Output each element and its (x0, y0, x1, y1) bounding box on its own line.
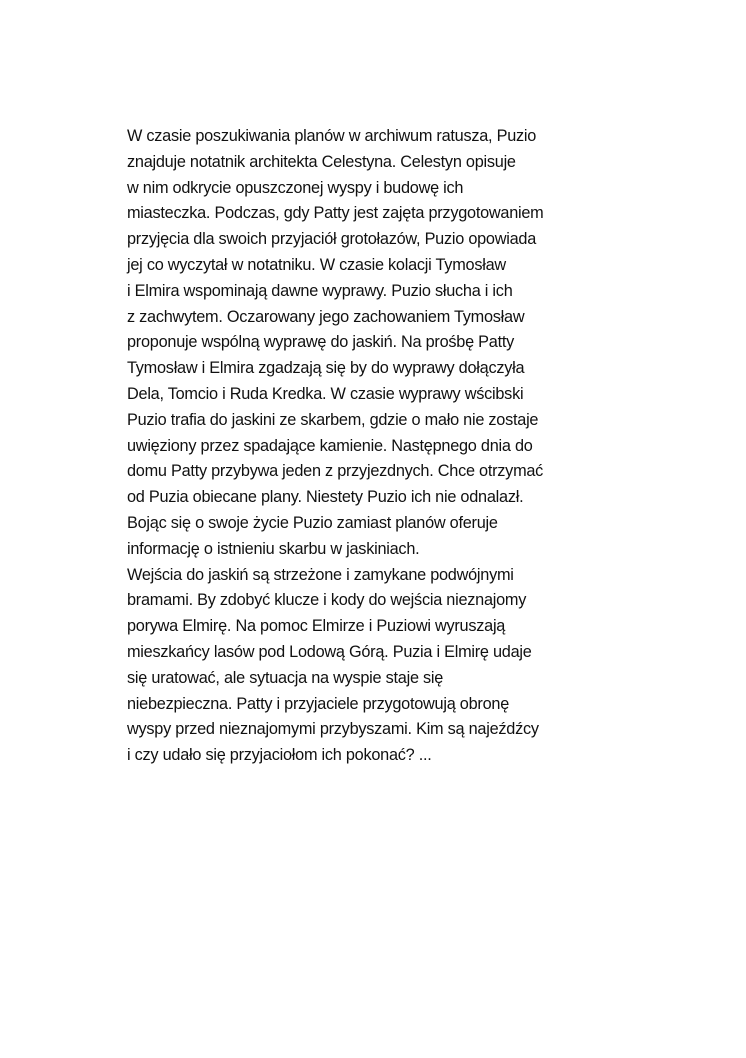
text-line: Wejścia do jaskiń są strzeżone i zamykane podwójnymi (127, 565, 514, 584)
text-line: domu Patty przybywa jeden z przyjezdnych. Chce otrzymać (127, 462, 544, 481)
text-line: wyspy przed nieznajomymi przybyszami. Kim są najeźdźcy (127, 720, 539, 739)
text-line: Bojąc się o swoje życie Puzio zamiast planów oferuje (127, 513, 498, 532)
text-line: miasteczka. Podczas, gdy Patty jest zajęta przygotowaniem (127, 204, 544, 223)
text-line: znajduje notatnik architekta Celestyna. Celestyn opisuje (127, 152, 516, 171)
text-line: niebezpieczna. Patty i przyjaciele przygotowują obronę (127, 694, 509, 713)
story-summary-text (127, 124, 627, 769)
text-line: się uratować, ale sytuacja na wyspie staje się (127, 668, 444, 687)
text-line: przyjęcia dla swoich przyjaciół grotołazów, Puzio opowiada (127, 230, 537, 249)
text-line: mieszkańcy lasów pod Lodową Górą. Puzia i Elmirę udaje (127, 642, 532, 661)
text-line: Puzio trafia do jaskini ze skarbem, gdzie o mało nie zostaje (127, 410, 539, 429)
text-line: z zachwytem. Oczarowany jego zachowaniem Tymosław (127, 307, 525, 326)
text-line: proponuje wspólną wyprawę do jaskiń. Na prośbę Patty (127, 333, 515, 352)
text-line: jej co wyczytał w notatniku. W czasie kolacji Tymosław (127, 255, 506, 274)
text-line: informację o istnieniu skarbu w jaskiniach. (127, 539, 420, 558)
text-line: W czasie poszukiwania planów w archiwum ratusza, Puzio (127, 127, 537, 145)
text-line: uwięziony przez spadające kamienie. Następnego dnia do (127, 436, 533, 455)
text-line: od Puzia obiecane plany. Niestety Puzio ich nie odnalazł. (127, 488, 524, 507)
text-line: Dela, Tomcio i Ruda Kredka. W czasie wyprawy wścibski (127, 384, 524, 403)
text-line: porywa Elmirę. Na pomoc Elmirze i Puziowi wyruszają (127, 617, 506, 636)
text-line: i Elmira wspominają dawne wyprawy. Puzio słucha i ich (127, 281, 513, 300)
text-line: bramami. By zdobyć klucze i kody do wejścia nieznajomy (127, 591, 527, 610)
text-line: i czy udało się przyjaciołom ich pokonać? ... (127, 746, 432, 765)
text-line: w nim odkrycie opuszczonej wyspy i budowę ich (127, 178, 464, 197)
text-line: Tymosław i Elmira zgadzają się by do wyprawy dołączyła (127, 359, 525, 378)
